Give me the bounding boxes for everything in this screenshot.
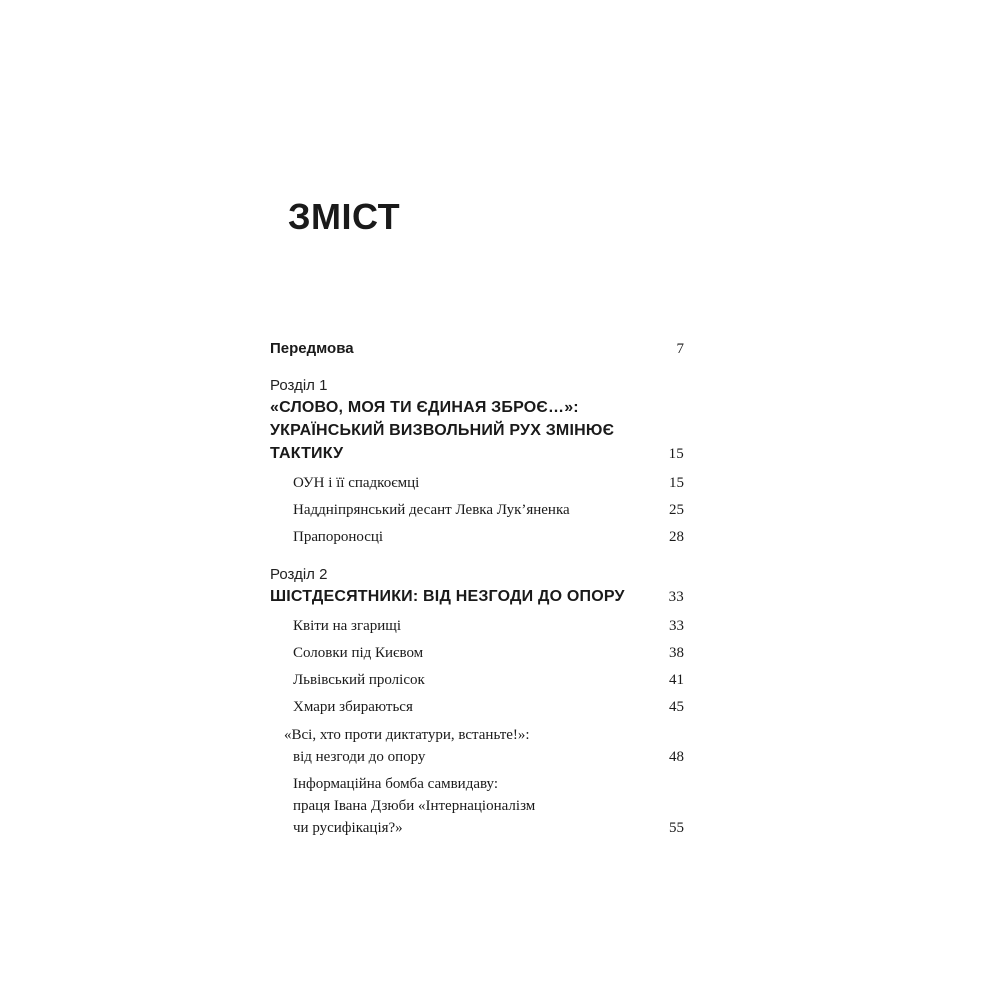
- toc-entry-section: [270, 470, 684, 497]
- part-title: [270, 396, 684, 466]
- section-page: 28: [669, 529, 684, 545]
- foreword-title: Передмова: [270, 340, 354, 357]
- section-page: 38: [669, 645, 684, 661]
- toc-entry-section: [270, 613, 684, 640]
- toc-entry-section: [270, 524, 684, 551]
- section-title: чи русифікація?»: [293, 820, 403, 836]
- toc-entry-section: [270, 667, 684, 694]
- part-title-line: ШІСТДЕСЯТНИКИ: ВІД НЕЗГОДИ ДО ОПОРУ: [270, 588, 625, 605]
- toc-entry-foreword: [270, 336, 684, 362]
- section-page: 15: [669, 475, 684, 491]
- section-title: Прапороносці: [293, 529, 384, 545]
- section-title: Квіти на згарищі: [293, 618, 402, 634]
- toc-entry-section: [270, 640, 684, 667]
- part-2: [270, 565, 684, 839]
- part-1: [270, 376, 684, 551]
- part-title-line: «СЛОВО, МОЯ ТИ ЄДИНАЯ ЗБРОЄ…»:: [270, 399, 579, 416]
- foreword-page: 7: [676, 341, 684, 357]
- section-page: 33: [669, 618, 684, 634]
- section-title: Наддніпрянський десант Левка Лук’яненка: [293, 502, 570, 518]
- part-title: [270, 585, 684, 609]
- section-title: від незгоди до опору: [293, 749, 426, 765]
- toc-entry-section: [270, 497, 684, 524]
- section-title: «Всі, хто проти диктатури, встаньте!»:: [284, 727, 530, 743]
- section-title: Інформаційна бомба самвидаву:: [293, 776, 499, 792]
- part-title-line: ТАКТИКУ: [270, 445, 344, 462]
- part-title-line: УКРАЇНСЬКИЙ ВИЗВОЛЬНИЙ РУХ ЗМІНЮЄ: [270, 422, 615, 439]
- section-page: 25: [669, 502, 684, 518]
- part-page: 15: [668, 446, 684, 462]
- section-title: Хмари збираються: [293, 699, 413, 715]
- toc-entry-section: [270, 694, 684, 721]
- section-page: 55: [669, 820, 684, 836]
- section-title: праця Івана Дзюби «Інтернаціоналізм: [293, 798, 536, 814]
- page-title: ЗМІСТ: [288, 196, 401, 237]
- section-title: Львівський пролісок: [293, 672, 425, 688]
- toc-entry-section: [270, 724, 684, 768]
- toc-entry-section: [270, 773, 684, 839]
- section-title: Соловки під Києвом: [293, 645, 424, 661]
- section-page: 45: [669, 699, 684, 715]
- section-page: 41: [669, 672, 684, 688]
- part-label: Розділ 2: [270, 566, 328, 583]
- table-of-contents: [270, 336, 684, 839]
- section-title: ОУН і її спадкоємці: [293, 475, 420, 491]
- part-page: 33: [668, 589, 684, 605]
- section-page: 48: [669, 749, 684, 765]
- part-label: Розділ 1: [270, 377, 328, 394]
